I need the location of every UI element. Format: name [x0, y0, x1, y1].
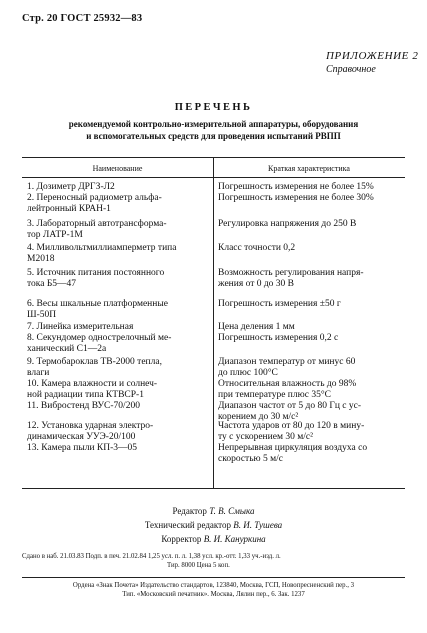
table-cell-name	[27, 243, 176, 265]
proofreader-line: Корректор В. И. Кануркина	[161, 534, 266, 544]
table-cell-spec	[218, 299, 341, 310]
cell-line: Ш-50П	[27, 310, 57, 321]
cell-line: Возможность регулирования напря-	[218, 268, 364, 278]
cell-line: 6. Весы шкальные платформенные	[27, 299, 168, 309]
appendix-subtitle: Справочное	[326, 64, 376, 75]
cell-line: 7. Линейка измерительная	[27, 322, 134, 332]
cell-line: Погрешность измерения не более 30%	[218, 193, 374, 204]
cell-line: 11. Вибростенд ВУС-70/200	[27, 401, 140, 412]
cell-line: 12. Установка ударная электро-	[27, 421, 154, 431]
table-cell-spec	[218, 268, 364, 290]
credits	[0, 504, 427, 546]
cell-line: 4. Милливольтмиллиамперметр типа	[27, 243, 177, 253]
cell-line: Цена деления 1 мм	[218, 322, 295, 332]
table-cell-name	[27, 322, 171, 355]
cell-line: влаги	[27, 368, 50, 379]
cell-line: Погрешность измерения не более 15%	[218, 182, 374, 192]
table-cell-spec	[218, 322, 338, 344]
cell-line: 13. Камера пыли КП-3—05	[27, 443, 138, 454]
cell-line: ту с ускорением 30 м/с²	[218, 432, 313, 443]
editor-line: Редактор Т. В. Смыка	[172, 506, 255, 516]
page-header: Стр. 20 ГОСТ 25932—83	[22, 13, 143, 24]
cell-line: тока Б5—47	[27, 279, 77, 290]
cell-line: скоростью 5 м/с	[218, 454, 284, 465]
cell-line: Погрешность измерения 0,2 с	[218, 333, 339, 344]
table-cell-spec	[218, 357, 361, 424]
column-header-spec: Краткая характеристика	[268, 164, 350, 173]
publisher-footer	[22, 581, 405, 599]
cell-line: 10. Камера влажности и солнеч-	[27, 379, 158, 390]
cell-line: 3. Лабораторный автотрансформа-	[27, 219, 167, 229]
cell-line: Относительная влажность до 98%	[218, 379, 357, 390]
cell-line: ной радиации типа КТВСР-1	[27, 390, 144, 401]
cell-line: Диапазон частот от 5 до 80 Гц с ус-	[218, 401, 362, 412]
cell-line: 8. Секундомер однострелочный ме-	[27, 333, 172, 344]
imprint-line: Сдано в наб. 21.03.83 Подп. в печ. 21.02.84 1,25 усл. п. л. 1,38 усл. кр.-отт. 1,33 уч.-изд. л.	[22, 553, 281, 560]
cell-line: Класс точности 0,2	[218, 243, 296, 253]
list-title: ПЕРЕЧЕНЬ	[174, 102, 253, 113]
table-cell-spec	[218, 219, 356, 230]
table-cell-name	[27, 299, 168, 321]
table-cell-spec	[218, 421, 367, 465]
cell-line: корением до 30 м/с²	[218, 412, 299, 423]
column-header-name: Наименование	[92, 164, 143, 173]
list-subtitle-line: и вспомогательных средств для проведения испытаний РВПП	[86, 131, 341, 141]
cell-line: лейтронный КРАН-1	[27, 204, 111, 215]
cell-line: Регулировка напряжения до 250 В	[218, 219, 357, 229]
cell-line: жения от 0 до 30 В	[218, 279, 295, 290]
cell-line: 1. Дозиметр ДРГЗ-Л2	[27, 182, 115, 192]
table-cell-spec	[218, 182, 374, 204]
table-bottom-rule	[22, 488, 405, 489]
appendix-title: ПРИЛОЖЕНИЕ 2	[326, 50, 419, 62]
cell-line: ханический С1—2а	[27, 344, 107, 355]
imprint-line: Тир. 8000 Цена 5 коп.	[167, 562, 230, 569]
cell-line: при температуре плюс 35°С	[218, 390, 331, 401]
cell-line: тор ЛАТР-1М	[27, 230, 83, 241]
cell-line: Диапазон температур от минус 60	[218, 357, 356, 367]
cell-line: М2018	[27, 254, 55, 265]
table-cell-name	[27, 421, 153, 454]
imprint-rule	[22, 577, 405, 578]
cell-line: Непрерывная циркуляция воздуха со	[218, 443, 368, 454]
list-subtitle-line: рекомендуемой контрольно-измерительной аппаратуры, оборудования	[68, 119, 359, 129]
table-cell-name	[27, 357, 162, 412]
table-cell-name	[27, 268, 164, 290]
table-cell-name	[27, 219, 167, 241]
tech-editor-line: Технический редактор В. И. Тушева	[144, 520, 283, 530]
cell-line: Погрешность измерения ±50 г	[218, 299, 341, 309]
cell-line: 9. Термобароклав ТВ-2000 тепла,	[27, 357, 162, 367]
cell-line: Частота ударов от 80 до 120 в мину-	[218, 421, 365, 431]
list-subtitle	[0, 118, 427, 142]
cell-line: динамическая УУЭ-20/100	[27, 432, 136, 443]
footer-line: Ордена «Знак Почета» Издательство стандартов, 123840, Москва, ГСП, Новопресненский пер., 3	[72, 582, 355, 589]
imprint	[22, 552, 281, 570]
table-cell-name	[27, 182, 162, 215]
cell-line: до плюс 100°С	[218, 368, 278, 379]
table-cell-spec	[218, 243, 295, 254]
cell-line: 2. Переносный радиометр альфа-	[27, 193, 162, 204]
footer-line: Тип. «Московский печатник». Москва, Лялин пер., 6. Зак. 1237	[122, 591, 305, 598]
table-column-divider	[213, 157, 214, 488]
cell-line: 5. Источник питания постоянного	[27, 268, 165, 278]
